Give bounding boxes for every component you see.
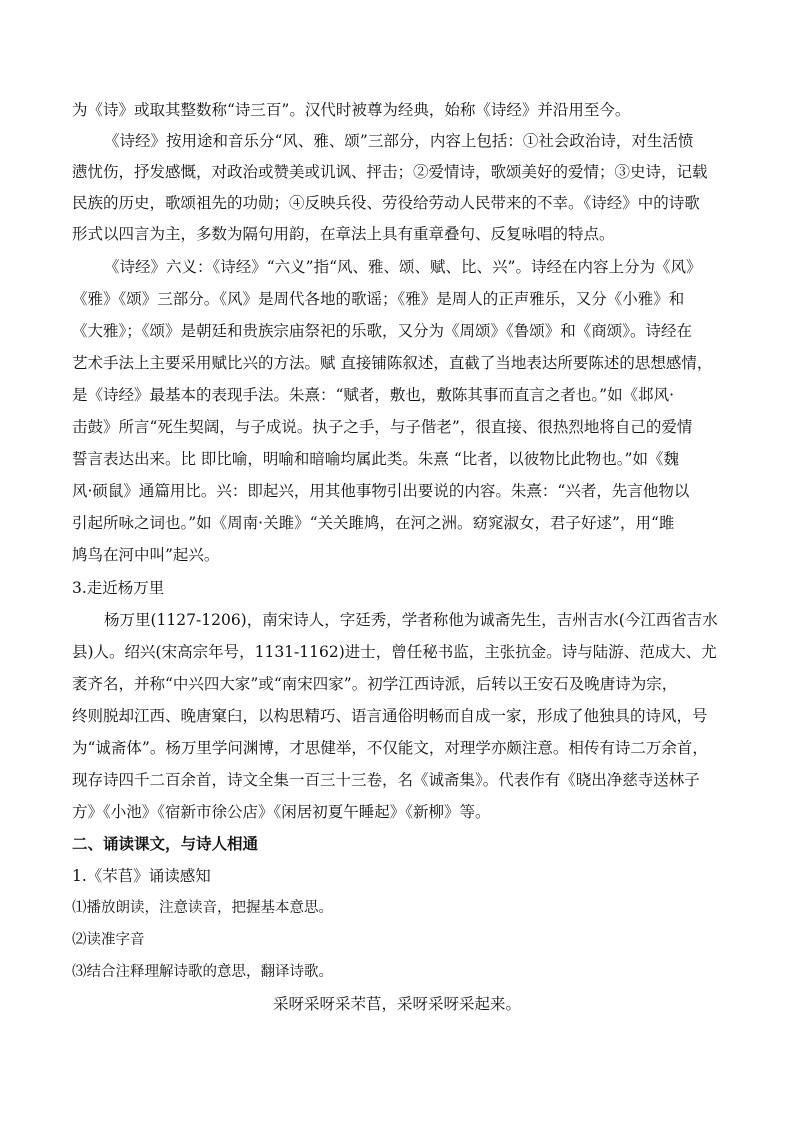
text-line: 杨万里(1127-1206)，南宋诗人，字廷秀，学者称他为诚斋先生，吉州吉水(今江西省吉水 — [104, 611, 718, 629]
text-line: 《诗经》按用途和音乐分“风、雅、颂”三部分，内容上包括：①社会政治诗，对生活愤 — [104, 132, 694, 150]
text-line: 风·硕鼠》通篇用比。兴：即起兴，用其他事物引出要说的内容。朱熹：“兴者，先言他物以 — [72, 482, 690, 500]
text-line: 方》《小池》《宿新市徐公店》《闲居初夏午睡起》《新柳》等。 — [72, 803, 491, 821]
text-line: 为“诚斋体”。杨万里学问渊博，才思健举，不仅能文，对理学亦颇注意。相传有诗二万余首， — [72, 739, 708, 757]
section-heading: 3.走近杨万里 — [72, 579, 165, 597]
text-line: 为《诗》或取其整数称“诗三百”。汉代时被尊为经典，始称《诗经》并沿用至今。 — [72, 101, 631, 119]
poem-line: 采呀采呀采芣苢，采呀采呀采起来。 — [272, 995, 521, 1013]
text-line: 县)人。绍兴(宋高宗年号，1131-1162)进士，曾任秘书监，主张抗金。诗与陆游、范成大、尤 — [72, 643, 717, 661]
text-line: 袤齐名，并称“中兴四大家”或“南宋四家”。初学江西诗派，后转以王安石及晚唐诗为宗， — [72, 675, 678, 693]
text-line: 现存诗四千二百余首，诗文全集一百三十三卷，名《诚斋集》。代表作有《晓出净慈寺送林子 — [72, 771, 700, 789]
subsection-heading: 1.《芣苢》诵读感知 — [72, 867, 211, 885]
text-line: 艺术手法上主要采用赋比兴的方法。赋 直接铺陈叙述，直截了当地表达所要陈述的思想感情， — [72, 354, 713, 372]
text-line: 鸠鸟在河中叫”起兴。 — [72, 546, 220, 564]
text-line: 懑忧伤，抒发感慨，对政治或赞美或讥讽、抨击；②爱情诗，歌颂美好的爱情；③史诗，记载 — [72, 163, 708, 181]
text-line: 形式以四言为主，多数为隔句用韵，在章法上具有重章叠句、反复咏唱的特点。 — [72, 225, 615, 243]
step-item: ⑴播放朗读，注意读音，把握基本意思。 — [72, 900, 333, 916]
text-line: 是《诗经》最基本的表现手法。朱熹：“赋者，敷也，敷陈其事而直言之者也。”如《邶风· — [72, 386, 675, 404]
text-line: 民族的历史，歌颂祖先的功勋；④反映兵役、劳役给劳动人民带来的不幸。《诗经》中的诗歌 — [72, 194, 700, 212]
text-line: 击鼓》所言“死生契阔，与子成说。执子之手，与子偕老”，很直接、很热烈地将自己的爱情 — [72, 418, 693, 436]
text-line: 引起所咏之词也。”如《周南·关雎》“关关雎鸠，在河之洲。窈窕淑女，君子好逑”，用“雎 — [72, 514, 675, 532]
text-line: 誓言表达出来。比 即比喻，明喻和暗喻均属此类。朱熹 “比者，以彼物比此物也。”如《魏 — [72, 450, 679, 468]
step-item: ⑶结合注释理解诗歌的意思，翻译诗歌。 — [72, 964, 333, 980]
part-heading: 二、诵读课文，与诗人相通 — [72, 835, 259, 853]
step-item: ⑵读准字音 — [72, 932, 145, 948]
text-line: 终则脱却江西、晚唐窠臼，以构思精巧、语言通俗明畅而自成一家，形成了他独具的诗风，号 — [72, 707, 708, 725]
text-line: 《雅》《颂》三部分。《风》是周代各地的歌谣；《雅》是周人的正声雅乐，又分《小雅》和 — [72, 290, 685, 308]
text-line: 《诗经》六义：《诗经》“六义”指“风、雅、颂、赋、比、兴”。诗经在内容上分为《风》 — [104, 258, 702, 276]
text-line: 《大雅》；《颂》是朝廷和贵族宗庙祭祀的乐歌，又分为《周颂》《鲁颂》和《商颂》。诗经在 — [72, 322, 693, 340]
